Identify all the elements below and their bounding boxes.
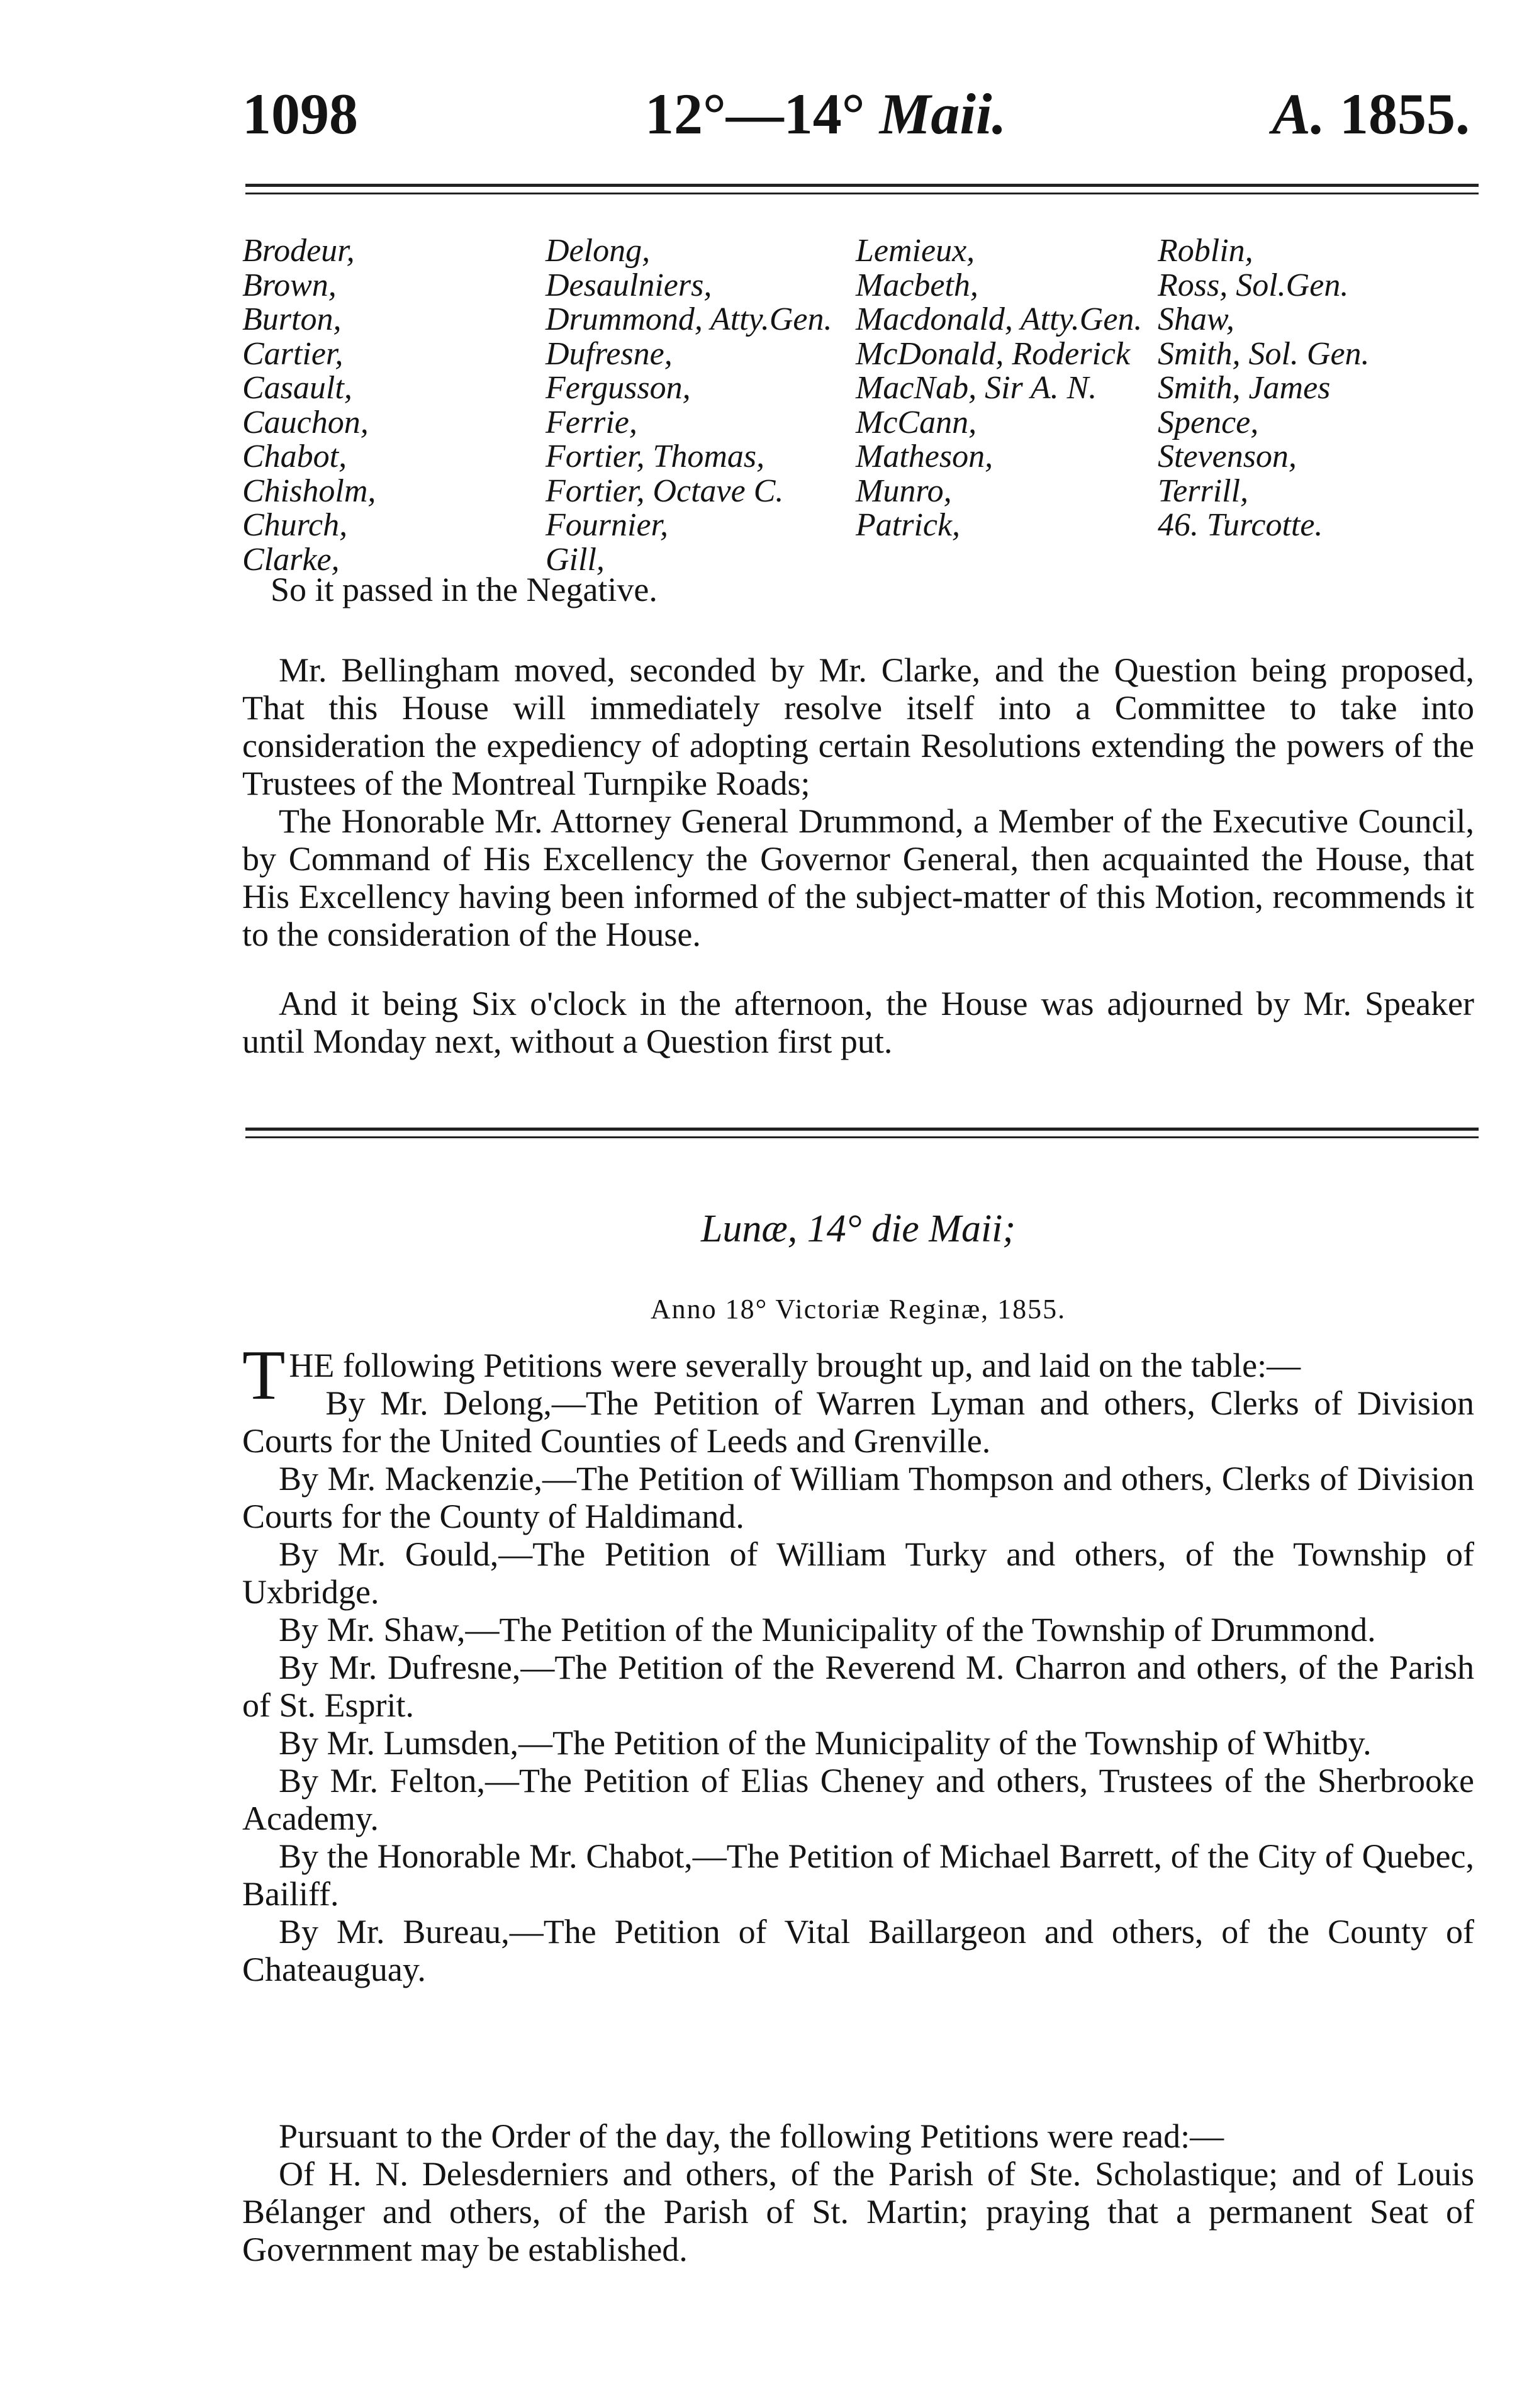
page-number: 1098 bbox=[242, 82, 358, 146]
member-name: Chisholm, bbox=[242, 473, 376, 509]
member-name: Dufresne, bbox=[546, 335, 673, 372]
member-name: McDonald, Roderick bbox=[856, 335, 1131, 372]
motion-paragraph: Mr. Bellingham moved, seconded by Mr. Clarke, and the Question being proposed, That this House will immediately resolve itself into a Committee to take into consideration the expediency of adopting certain Resolutions extending the powers of the Trustees of the Montreal Turnpike Roads; bbox=[242, 651, 1474, 802]
member-name: McCann, bbox=[856, 404, 977, 440]
petitions-intro: THE following Petitions were severally brought up, and laid on the table:— bbox=[242, 1336, 1301, 1414]
member-name: Spence, bbox=[1158, 404, 1259, 440]
year: A. 1855. bbox=[1272, 82, 1470, 146]
petition-entry: By Mr. Gould,—The Petition of William Turky and others, of the Township of Uxbridge. bbox=[242, 1535, 1474, 1611]
member-name: Ross, Sol.Gen. bbox=[1158, 267, 1349, 303]
petition-entry: By Mr. Felton,—The Petition of Elias Cheney and others, Trustees of the Sherbrooke Academy. bbox=[242, 1762, 1474, 1837]
petitions-read: Of H. N. Delesderniers and others, of the Parish of Ste. Scholastique; and of Louis Bélanger and others, of the Parish of St. Martin; praying that a permanent Seat of Government may be established. bbox=[242, 2155, 1474, 2268]
member-name: Shaw, bbox=[1158, 301, 1234, 337]
petition-entry: By Mr. Dufresne,—The Petition of the Reverend M. Charron and others, of the Parish of St. Esprit. bbox=[242, 1649, 1474, 1724]
member-name: Fournier, bbox=[546, 507, 668, 543]
header-rule bbox=[245, 184, 1479, 194]
names-column-4 bbox=[1158, 234, 1370, 543]
names-column-2 bbox=[546, 234, 832, 577]
petition-entry: By Mr. Bureau,—The Petition of Vital Baillargeon and others, of the County of Chateauguay. bbox=[242, 1913, 1474, 1988]
names-column-3 bbox=[856, 234, 1142, 543]
member-name: Cartier, bbox=[242, 335, 344, 372]
date-range: 12°—14° Maii. bbox=[645, 82, 1007, 146]
member-name: Patrick, bbox=[856, 507, 961, 543]
petition-entry: By Mr. Shaw,—The Petition of the Municipality of the Township of Drummond. bbox=[279, 1611, 1376, 1649]
petition-entry: By Mr. Lumsden,—The Petition of the Municipality of the Township of Whitby. bbox=[279, 1724, 1372, 1762]
member-name: Matheson, bbox=[856, 439, 993, 474]
member-name: Smith, Sol. Gen. bbox=[1158, 335, 1370, 372]
regnal-year: Anno 18° Victoriæ Reginæ, 1855. bbox=[650, 1294, 1066, 1324]
member-name: Stevenson, bbox=[1158, 439, 1297, 474]
adjournment-paragraph: And it being Six o'clock in the afternoon, the House was adjourned by Mr. Speaker until Monday next, without a Question first put. bbox=[242, 985, 1474, 1060]
division-result: So it passed in the Negative. bbox=[271, 571, 658, 608]
order-intro: Pursuant to the Order of the day, the following Petitions were read:— bbox=[279, 2117, 1224, 2155]
member-name: Macdonald, Atty.Gen. bbox=[856, 301, 1143, 337]
member-name: Burton, bbox=[242, 301, 342, 337]
member-name: Smith, James bbox=[1158, 370, 1331, 406]
member-name: Casault, bbox=[242, 370, 352, 406]
member-name: Church, bbox=[242, 507, 348, 543]
member-name: Desaulniers, bbox=[546, 267, 712, 303]
running-head bbox=[242, 81, 1470, 150]
member-name: Lemieux, bbox=[856, 233, 975, 269]
petition-entry: By Mr. Mackenzie,—The Petition of William Thompson and others, Clerks of Division Courts for the County of Haldimand. bbox=[242, 1460, 1474, 1535]
member-name: Delong, bbox=[546, 233, 651, 269]
member-name: Clarke, bbox=[242, 541, 340, 578]
order-of-day-section bbox=[242, 2117, 1474, 2268]
member-name: Cauchon, bbox=[242, 404, 369, 440]
petition-entry: By Mr. Delong,—The Petition of Warren Lyman and others, Clerks of Division Courts for the United Counties of Leeds and Grenville. bbox=[242, 1384, 1474, 1460]
member-name: Terrill, bbox=[1158, 473, 1249, 509]
petition-entry: By the Honorable Mr. Chabot,—The Petition of Michael Barrett, of the City of Quebec, Bailiff. bbox=[242, 1837, 1474, 1913]
member-name: Gill, bbox=[546, 541, 605, 578]
section-rule bbox=[245, 1128, 1479, 1138]
drop-cap: T bbox=[242, 1336, 286, 1414]
member-name: MacNab, Sir A. N. bbox=[856, 370, 1097, 406]
member-name: Fortier, Octave C. bbox=[546, 473, 784, 509]
motion-section bbox=[242, 651, 1474, 953]
member-name: 46. Turcotte. bbox=[1158, 507, 1323, 543]
member-name: Macbeth, bbox=[856, 267, 978, 303]
petitions-section bbox=[242, 1336, 1474, 1988]
executive-recommendation: The Honorable Mr. Attorney General Drummond, a Member of the Executive Council, by Command of His Excellency the Governor General, then acquainted the House, that His Excellency having been informed of the subject-matter of this Motion, recommends it to the consideration of the House. bbox=[242, 802, 1474, 953]
member-name: Roblin, bbox=[1158, 233, 1253, 269]
member-name: Ferrie, bbox=[546, 404, 637, 440]
member-name: Brodeur, bbox=[242, 233, 355, 269]
member-name: Chabot, bbox=[242, 439, 347, 474]
adjournment-section bbox=[242, 985, 1474, 1060]
member-name: Fergusson, bbox=[546, 370, 691, 406]
names-column-1 bbox=[242, 234, 376, 577]
member-name: Brown, bbox=[242, 267, 337, 303]
member-name: Munro, bbox=[856, 473, 952, 509]
day-heading: Lunæ, 14° die Maii; bbox=[700, 1207, 1016, 1250]
member-name: Fortier, Thomas, bbox=[546, 439, 765, 474]
member-name: Drummond, Atty.Gen. bbox=[546, 301, 832, 337]
